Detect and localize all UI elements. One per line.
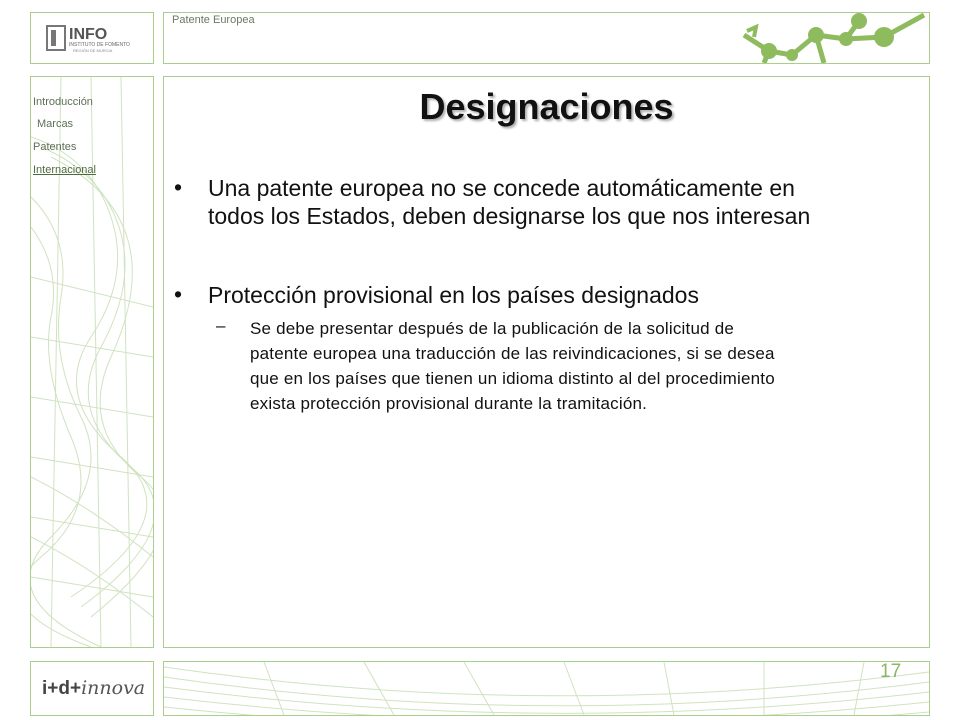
- logo-panel: [30, 12, 154, 64]
- logo-brand: INFO: [69, 26, 108, 43]
- header-panel: [163, 12, 930, 64]
- footer-wireframe: [164, 662, 929, 715]
- sidebar-item-patentes[interactable]: Patentes: [33, 141, 77, 153]
- sidebar-panel: [30, 76, 154, 648]
- wireframe-decoration: [31, 77, 153, 647]
- sidebar-item-internacional[interactable]: Internacional: [33, 164, 96, 176]
- sub-bullet-line-3: que en los países que tienen un idioma distinto al del procedimiento: [250, 369, 775, 388]
- sidebar-item-introduccion[interactable]: Introducción: [33, 96, 93, 108]
- innova-prefix: i+d+: [42, 678, 82, 699]
- bullet-1-line-2: todos los Estados, deben designarse los que nos interesan: [208, 203, 811, 229]
- info-logo: [31, 13, 153, 63]
- logo-sub1: INSTITUTO DE FOMENTO: [69, 42, 130, 48]
- innova-suffix: innova: [81, 677, 146, 699]
- molecule-node: [761, 43, 777, 59]
- sub-bullet-line-4: exista protección provisional durante la tramitación.: [250, 394, 648, 413]
- innova-logo: [42, 677, 145, 700]
- sub-bullet-line-1: Se debe presentar después de la publicación de la solicitud de: [250, 319, 735, 338]
- bullet-marker: •: [174, 174, 183, 200]
- molecule-node: [874, 27, 894, 47]
- bullet-1-line-1: Una patente europea no se concede automáticamente en: [208, 175, 795, 201]
- sub-bullet-marker: –: [216, 316, 226, 335]
- molecule-graphic: [164, 13, 929, 63]
- footer-panel: [163, 661, 930, 716]
- molecule-node: [839, 32, 853, 46]
- sub-bullet-line-2: patente europea una traducción de las reivindicaciones, si se desea: [250, 344, 775, 363]
- slide-title: Designaciones: [419, 86, 674, 127]
- bullet-2: Protección provisional en los países designados: [208, 282, 699, 308]
- section-label: Patente Europea: [172, 14, 255, 26]
- bullet-marker: •: [174, 281, 183, 307]
- molecule-node: [851, 13, 867, 29]
- sidebar-item-marcas[interactable]: Marcas: [37, 118, 74, 130]
- molecule-node: [786, 49, 798, 61]
- page-number: 17: [880, 661, 902, 682]
- molecule-node: [808, 27, 824, 43]
- logo-sub2: REGIÓN DE MURCIA: [73, 48, 113, 53]
- logo-mark-bar: [51, 30, 56, 46]
